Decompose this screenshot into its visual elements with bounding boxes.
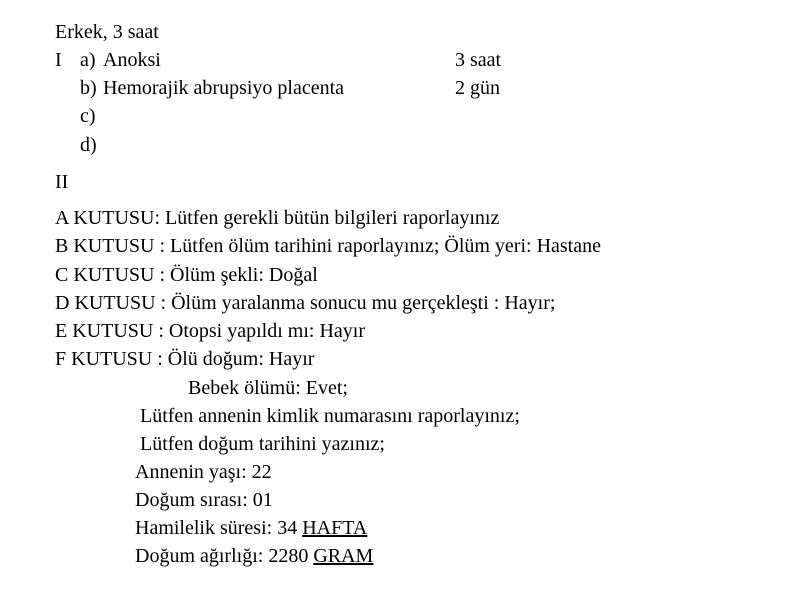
birth-date-text: Lütfen doğum tarihini yazınız;: [140, 433, 385, 455]
cause-b-text: Hemorajik abrupsiyo placenta: [103, 77, 345, 99]
box-e-text: E KUTUSU : Otopsi yapıldı mı: Hayır: [55, 320, 365, 342]
mother-id-text: Lütfen annenin kimlik numarasını raporlayınız;: [140, 405, 520, 427]
cause-a-text: Anoksi: [103, 49, 161, 71]
birth-weight-label: Doğum ağırlığı: 2280: [135, 545, 314, 567]
infant-death-text: Bebek ölümü: Evet;: [188, 377, 348, 399]
birth-order-text: Doğum sırası: 01: [135, 489, 273, 511]
cause-a-label: a): [80, 49, 96, 71]
box-f-text: F KUTUSU : Ölü doğum: Hayır: [55, 348, 315, 370]
cause-b-label: b): [80, 77, 97, 99]
part-two-roman: II: [55, 171, 69, 193]
gestation-line: [135, 516, 367, 540]
birth-weight-line: [135, 544, 373, 568]
box-d-text: D KUTUSU : Ölüm yaralanma sonucu mu gerçekleşti : Hayır;: [55, 292, 556, 314]
gestation-label: Hamilelik süresi: 34: [135, 517, 303, 539]
box-b-text: B KUTUSU : Lütfen ölüm tarihini raporlayınız; Ölüm yeri: Hastane: [55, 235, 601, 257]
birth-weight-unit: GRAM: [313, 545, 374, 567]
case-header: Erkek, 3 saat: [55, 21, 159, 43]
cause-a-time: 3 saat: [455, 49, 502, 71]
part-one-roman: I: [55, 49, 62, 71]
cause-b-time: 2 gün: [455, 77, 500, 99]
box-c-text: C KUTUSU : Ölüm şekli: Doğal: [55, 264, 318, 286]
mother-age-text: Annenin yaşı: 22: [135, 461, 272, 483]
cause-d-label: d): [80, 134, 97, 156]
gestation-unit: HAFTA: [302, 517, 368, 539]
cause-c-label: c): [80, 105, 96, 127]
box-a-text: A KUTUSU: Lütfen gerekli bütün bilgileri raporlayınız: [55, 207, 500, 229]
